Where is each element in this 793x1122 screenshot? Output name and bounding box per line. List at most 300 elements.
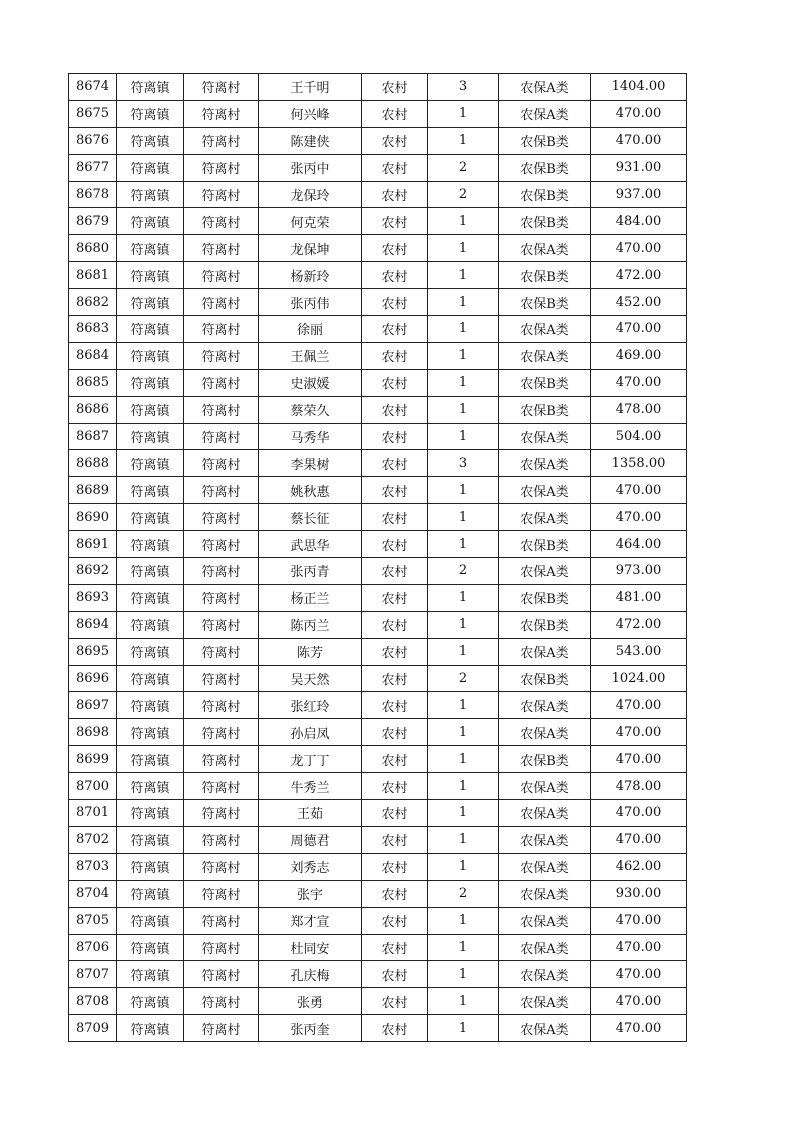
- row-number-cell: 8682: [69, 289, 117, 316]
- household-count-cell: 1: [428, 100, 499, 127]
- row-number-cell: 8694: [69, 611, 117, 638]
- insurance-category-cell: 农保B类: [499, 584, 591, 611]
- table-row: [69, 961, 687, 988]
- township-cell: 符离镇: [117, 611, 184, 638]
- insurance-category-cell: 农保A类: [499, 1015, 591, 1042]
- amount-cell: 469.00: [591, 342, 687, 369]
- village-cell: 符离村: [184, 74, 259, 101]
- village-cell: 符离村: [184, 369, 259, 396]
- township-cell: 符离镇: [117, 961, 184, 988]
- residence-type-cell: 农村: [362, 988, 428, 1015]
- residence-type-cell: 农村: [362, 369, 428, 396]
- row-number-cell: 8707: [69, 961, 117, 988]
- name-cell: 马秀华: [259, 423, 362, 450]
- name-cell: 张红玲: [259, 692, 362, 719]
- residence-type-cell: 农村: [362, 746, 428, 773]
- insurance-category-cell: 农保A类: [499, 450, 591, 477]
- amount-cell: 930.00: [591, 880, 687, 907]
- township-cell: 符离镇: [117, 208, 184, 235]
- table-row: [69, 262, 687, 289]
- insurance-category-cell: 农保B类: [499, 289, 591, 316]
- village-cell: 符离村: [184, 558, 259, 585]
- row-number-cell: 8698: [69, 719, 117, 746]
- insurance-category-cell: 农保A类: [499, 316, 591, 343]
- village-cell: 符离村: [184, 289, 259, 316]
- residence-type-cell: 农村: [362, 316, 428, 343]
- township-cell: 符离镇: [117, 988, 184, 1015]
- township-cell: 符离镇: [117, 853, 184, 880]
- table-row: [69, 208, 687, 235]
- village-cell: 符离村: [184, 611, 259, 638]
- row-number-cell: 8676: [69, 127, 117, 154]
- insurance-category-cell: 农保B类: [499, 369, 591, 396]
- table-row: [69, 558, 687, 585]
- table-row: [69, 665, 687, 692]
- amount-cell: 470.00: [591, 800, 687, 827]
- table-row: [69, 423, 687, 450]
- insurance-category-cell: 农保B类: [499, 531, 591, 558]
- residence-type-cell: 农村: [362, 154, 428, 181]
- row-number-cell: 8675: [69, 100, 117, 127]
- insurance-category-cell: 农保A类: [499, 907, 591, 934]
- row-number-cell: 8689: [69, 477, 117, 504]
- township-cell: 符离镇: [117, 638, 184, 665]
- insurance-category-cell: 农保B类: [499, 396, 591, 423]
- household-count-cell: 2: [428, 665, 499, 692]
- residence-type-cell: 农村: [362, 423, 428, 450]
- name-cell: 李果树: [259, 450, 362, 477]
- village-cell: 符离村: [184, 773, 259, 800]
- township-cell: 符离镇: [117, 504, 184, 531]
- village-cell: 符离村: [184, 692, 259, 719]
- residence-type-cell: 农村: [362, 289, 428, 316]
- township-cell: 符离镇: [117, 74, 184, 101]
- residence-type-cell: 农村: [362, 342, 428, 369]
- village-cell: 符离村: [184, 988, 259, 1015]
- row-number-cell: 8692: [69, 558, 117, 585]
- household-count-cell: 1: [428, 235, 499, 262]
- row-number-cell: 8687: [69, 423, 117, 450]
- table-row: [69, 396, 687, 423]
- village-cell: 符离村: [184, 396, 259, 423]
- amount-cell: 470.00: [591, 746, 687, 773]
- household-count-cell: 1: [428, 127, 499, 154]
- amount-cell: 470.00: [591, 369, 687, 396]
- insurance-category-cell: 农保B类: [499, 611, 591, 638]
- household-count-cell: 1: [428, 934, 499, 961]
- village-cell: 符离村: [184, 826, 259, 853]
- amount-cell: 472.00: [591, 262, 687, 289]
- village-cell: 符离村: [184, 665, 259, 692]
- amount-cell: 452.00: [591, 289, 687, 316]
- row-number-cell: 8693: [69, 584, 117, 611]
- amount-cell: 464.00: [591, 531, 687, 558]
- insurance-category-cell: 农保A类: [499, 638, 591, 665]
- household-count-cell: 1: [428, 853, 499, 880]
- township-cell: 符离镇: [117, 746, 184, 773]
- amount-cell: 462.00: [591, 853, 687, 880]
- household-count-cell: 1: [428, 826, 499, 853]
- insurance-category-cell: 农保A类: [499, 800, 591, 827]
- township-cell: 符离镇: [117, 531, 184, 558]
- household-count-cell: 1: [428, 961, 499, 988]
- village-cell: 符离村: [184, 100, 259, 127]
- household-count-cell: 1: [428, 638, 499, 665]
- table-row: [69, 692, 687, 719]
- village-cell: 符离村: [184, 800, 259, 827]
- amount-cell: 543.00: [591, 638, 687, 665]
- name-cell: 孔庆梅: [259, 961, 362, 988]
- table-row: [69, 934, 687, 961]
- amount-cell: 470.00: [591, 719, 687, 746]
- row-number-cell: 8700: [69, 773, 117, 800]
- name-cell: 龙丁丁: [259, 746, 362, 773]
- name-cell: 史淑媛: [259, 369, 362, 396]
- table-row: [69, 74, 687, 101]
- amount-cell: 937.00: [591, 181, 687, 208]
- table-row: [69, 611, 687, 638]
- household-count-cell: 2: [428, 558, 499, 585]
- name-cell: 杨正兰: [259, 584, 362, 611]
- table-row: [69, 369, 687, 396]
- township-cell: 符离镇: [117, 773, 184, 800]
- name-cell: 龙保坤: [259, 235, 362, 262]
- table-row: [69, 477, 687, 504]
- village-cell: 符离村: [184, 450, 259, 477]
- household-count-cell: 1: [428, 773, 499, 800]
- residence-type-cell: 农村: [362, 719, 428, 746]
- household-count-cell: 1: [428, 907, 499, 934]
- table-row: [69, 342, 687, 369]
- name-cell: 孙启凤: [259, 719, 362, 746]
- row-number-cell: 8680: [69, 235, 117, 262]
- township-cell: 符离镇: [117, 235, 184, 262]
- household-count-cell: 1: [428, 423, 499, 450]
- amount-cell: 470.00: [591, 127, 687, 154]
- household-count-cell: 2: [428, 154, 499, 181]
- amount-cell: 470.00: [591, 907, 687, 934]
- table-row: [69, 531, 687, 558]
- data-table: [68, 73, 687, 1042]
- township-cell: 符离镇: [117, 181, 184, 208]
- household-count-cell: 1: [428, 396, 499, 423]
- amount-cell: 484.00: [591, 208, 687, 235]
- residence-type-cell: 农村: [362, 880, 428, 907]
- household-count-cell: 1: [428, 342, 499, 369]
- name-cell: 张勇: [259, 988, 362, 1015]
- table-row: [69, 127, 687, 154]
- village-cell: 符离村: [184, 235, 259, 262]
- household-count-cell: 1: [428, 719, 499, 746]
- name-cell: 张丙伟: [259, 289, 362, 316]
- village-cell: 符离村: [184, 638, 259, 665]
- residence-type-cell: 农村: [362, 638, 428, 665]
- township-cell: 符离镇: [117, 558, 184, 585]
- residence-type-cell: 农村: [362, 853, 428, 880]
- row-number-cell: 8679: [69, 208, 117, 235]
- table-row: [69, 504, 687, 531]
- name-cell: 吴天然: [259, 665, 362, 692]
- township-cell: 符离镇: [117, 450, 184, 477]
- table-row: [69, 880, 687, 907]
- township-cell: 符离镇: [117, 800, 184, 827]
- household-count-cell: 2: [428, 181, 499, 208]
- village-cell: 符离村: [184, 316, 259, 343]
- row-number-cell: 8695: [69, 638, 117, 665]
- amount-cell: 470.00: [591, 316, 687, 343]
- insurance-category-cell: 农保B类: [499, 181, 591, 208]
- amount-cell: 478.00: [591, 396, 687, 423]
- table-row: [69, 719, 687, 746]
- row-number-cell: 8690: [69, 504, 117, 531]
- table-row: [69, 826, 687, 853]
- residence-type-cell: 农村: [362, 800, 428, 827]
- name-cell: 郑才宣: [259, 907, 362, 934]
- insurance-category-cell: 农保A类: [499, 853, 591, 880]
- name-cell: 周德君: [259, 826, 362, 853]
- row-number-cell: 8686: [69, 396, 117, 423]
- row-number-cell: 8701: [69, 800, 117, 827]
- township-cell: 符离镇: [117, 934, 184, 961]
- table-row: [69, 746, 687, 773]
- township-cell: 符离镇: [117, 584, 184, 611]
- insurance-category-cell: 农保A类: [499, 988, 591, 1015]
- name-cell: 杜同安: [259, 934, 362, 961]
- household-count-cell: 1: [428, 369, 499, 396]
- township-cell: 符离镇: [117, 289, 184, 316]
- village-cell: 符离村: [184, 746, 259, 773]
- insurance-category-cell: 农保B类: [499, 127, 591, 154]
- amount-cell: 470.00: [591, 961, 687, 988]
- amount-cell: 470.00: [591, 477, 687, 504]
- household-count-cell: 1: [428, 1015, 499, 1042]
- amount-cell: 478.00: [591, 773, 687, 800]
- township-cell: 符离镇: [117, 880, 184, 907]
- residence-type-cell: 农村: [362, 181, 428, 208]
- name-cell: 王千明: [259, 74, 362, 101]
- residence-type-cell: 农村: [362, 773, 428, 800]
- village-cell: 符离村: [184, 127, 259, 154]
- row-number-cell: 8684: [69, 342, 117, 369]
- residence-type-cell: 农村: [362, 826, 428, 853]
- household-count-cell: 1: [428, 504, 499, 531]
- township-cell: 符离镇: [117, 316, 184, 343]
- household-count-cell: 1: [428, 611, 499, 638]
- amount-cell: 470.00: [591, 826, 687, 853]
- insurance-category-cell: 农保A类: [499, 692, 591, 719]
- residence-type-cell: 农村: [362, 74, 428, 101]
- amount-cell: 470.00: [591, 988, 687, 1015]
- insurance-category-cell: 农保A类: [499, 558, 591, 585]
- amount-cell: 481.00: [591, 584, 687, 611]
- household-count-cell: 1: [428, 477, 499, 504]
- insurance-category-cell: 农保A类: [499, 342, 591, 369]
- household-count-cell: 1: [428, 316, 499, 343]
- household-count-cell: 1: [428, 289, 499, 316]
- name-cell: 陈丙兰: [259, 611, 362, 638]
- household-count-cell: 3: [428, 74, 499, 101]
- residence-type-cell: 农村: [362, 100, 428, 127]
- township-cell: 符离镇: [117, 692, 184, 719]
- row-number-cell: 8677: [69, 154, 117, 181]
- insurance-category-cell: 农保A类: [499, 961, 591, 988]
- township-cell: 符离镇: [117, 477, 184, 504]
- amount-cell: 470.00: [591, 1015, 687, 1042]
- household-count-cell: 1: [428, 208, 499, 235]
- table-row: [69, 100, 687, 127]
- table-row: [69, 800, 687, 827]
- row-number-cell: 8699: [69, 746, 117, 773]
- residence-type-cell: 农村: [362, 262, 428, 289]
- village-cell: 符离村: [184, 477, 259, 504]
- amount-cell: 472.00: [591, 611, 687, 638]
- village-cell: 符离村: [184, 423, 259, 450]
- row-number-cell: 8688: [69, 450, 117, 477]
- residence-type-cell: 农村: [362, 692, 428, 719]
- village-cell: 符离村: [184, 531, 259, 558]
- table-row: [69, 181, 687, 208]
- name-cell: 龙保玲: [259, 181, 362, 208]
- township-cell: 符离镇: [117, 665, 184, 692]
- row-number-cell: 8697: [69, 692, 117, 719]
- insurance-category-cell: 农保A类: [499, 826, 591, 853]
- name-cell: 何克荣: [259, 208, 362, 235]
- table-body: [69, 74, 687, 1042]
- row-number-cell: 8678: [69, 181, 117, 208]
- township-cell: 符离镇: [117, 127, 184, 154]
- row-number-cell: 8709: [69, 1015, 117, 1042]
- row-number-cell: 8706: [69, 934, 117, 961]
- name-cell: 杨新玲: [259, 262, 362, 289]
- insurance-category-cell: 农保A类: [499, 235, 591, 262]
- township-cell: 符离镇: [117, 719, 184, 746]
- residence-type-cell: 农村: [362, 208, 428, 235]
- row-number-cell: 8703: [69, 853, 117, 880]
- residence-type-cell: 农村: [362, 235, 428, 262]
- residence-type-cell: 农村: [362, 665, 428, 692]
- township-cell: 符离镇: [117, 826, 184, 853]
- village-cell: 符离村: [184, 262, 259, 289]
- amount-cell: 470.00: [591, 235, 687, 262]
- residence-type-cell: 农村: [362, 1015, 428, 1042]
- name-cell: 徐丽: [259, 316, 362, 343]
- amount-cell: 470.00: [591, 692, 687, 719]
- township-cell: 符离镇: [117, 423, 184, 450]
- residence-type-cell: 农村: [362, 558, 428, 585]
- amount-cell: 470.00: [591, 100, 687, 127]
- village-cell: 符离村: [184, 907, 259, 934]
- township-cell: 符离镇: [117, 369, 184, 396]
- household-count-cell: 1: [428, 584, 499, 611]
- amount-cell: 931.00: [591, 154, 687, 181]
- insurance-category-cell: 农保A类: [499, 477, 591, 504]
- insurance-category-cell: 农保A类: [499, 880, 591, 907]
- name-cell: 张丙奎: [259, 1015, 362, 1042]
- table-row: [69, 988, 687, 1015]
- row-number-cell: 8681: [69, 262, 117, 289]
- row-number-cell: 8696: [69, 665, 117, 692]
- name-cell: 姚秋惠: [259, 477, 362, 504]
- household-count-cell: 2: [428, 880, 499, 907]
- name-cell: 张宇: [259, 880, 362, 907]
- village-cell: 符离村: [184, 934, 259, 961]
- township-cell: 符离镇: [117, 154, 184, 181]
- name-cell: 何兴峰: [259, 100, 362, 127]
- insurance-category-cell: 农保A类: [499, 719, 591, 746]
- insurance-category-cell: 农保B类: [499, 746, 591, 773]
- name-cell: 蔡长征: [259, 504, 362, 531]
- row-number-cell: 8685: [69, 369, 117, 396]
- table-row: [69, 1015, 687, 1042]
- amount-cell: 470.00: [591, 504, 687, 531]
- residence-type-cell: 农村: [362, 907, 428, 934]
- amount-cell: 1404.00: [591, 74, 687, 101]
- table-row: [69, 638, 687, 665]
- row-number-cell: 8702: [69, 826, 117, 853]
- table-row: [69, 773, 687, 800]
- village-cell: 符离村: [184, 342, 259, 369]
- household-count-cell: 1: [428, 746, 499, 773]
- table-row: [69, 853, 687, 880]
- township-cell: 符离镇: [117, 1015, 184, 1042]
- residence-type-cell: 农村: [362, 477, 428, 504]
- row-number-cell: 8683: [69, 316, 117, 343]
- amount-cell: 973.00: [591, 558, 687, 585]
- name-cell: 陈芳: [259, 638, 362, 665]
- insurance-category-cell: 农保A类: [499, 74, 591, 101]
- village-cell: 符离村: [184, 719, 259, 746]
- amount-cell: 470.00: [591, 934, 687, 961]
- name-cell: 张丙青: [259, 558, 362, 585]
- insurance-category-cell: 农保A类: [499, 100, 591, 127]
- household-count-cell: 1: [428, 800, 499, 827]
- row-number-cell: 8705: [69, 907, 117, 934]
- residence-type-cell: 农村: [362, 611, 428, 638]
- household-count-cell: 1: [428, 262, 499, 289]
- village-cell: 符离村: [184, 880, 259, 907]
- insurance-category-cell: 农保B类: [499, 154, 591, 181]
- household-count-cell: 3: [428, 450, 499, 477]
- insurance-category-cell: 农保A类: [499, 934, 591, 961]
- name-cell: 蔡荣久: [259, 396, 362, 423]
- table-row: [69, 154, 687, 181]
- insurance-category-cell: 农保A类: [499, 504, 591, 531]
- name-cell: 武思华: [259, 531, 362, 558]
- village-cell: 符离村: [184, 961, 259, 988]
- residence-type-cell: 农村: [362, 450, 428, 477]
- name-cell: 陈建侠: [259, 127, 362, 154]
- township-cell: 符离镇: [117, 262, 184, 289]
- residence-type-cell: 农村: [362, 531, 428, 558]
- name-cell: 王茹: [259, 800, 362, 827]
- village-cell: 符离村: [184, 154, 259, 181]
- household-count-cell: 1: [428, 531, 499, 558]
- village-cell: 符离村: [184, 584, 259, 611]
- household-count-cell: 1: [428, 988, 499, 1015]
- township-cell: 符离镇: [117, 907, 184, 934]
- row-number-cell: 8708: [69, 988, 117, 1015]
- table-row: [69, 235, 687, 262]
- township-cell: 符离镇: [117, 100, 184, 127]
- insurance-category-cell: 农保B类: [499, 262, 591, 289]
- table-row: [69, 450, 687, 477]
- residence-type-cell: 农村: [362, 396, 428, 423]
- row-number-cell: 8674: [69, 74, 117, 101]
- table-row: [69, 584, 687, 611]
- name-cell: 刘秀志: [259, 853, 362, 880]
- table-row: [69, 316, 687, 343]
- township-cell: 符离镇: [117, 396, 184, 423]
